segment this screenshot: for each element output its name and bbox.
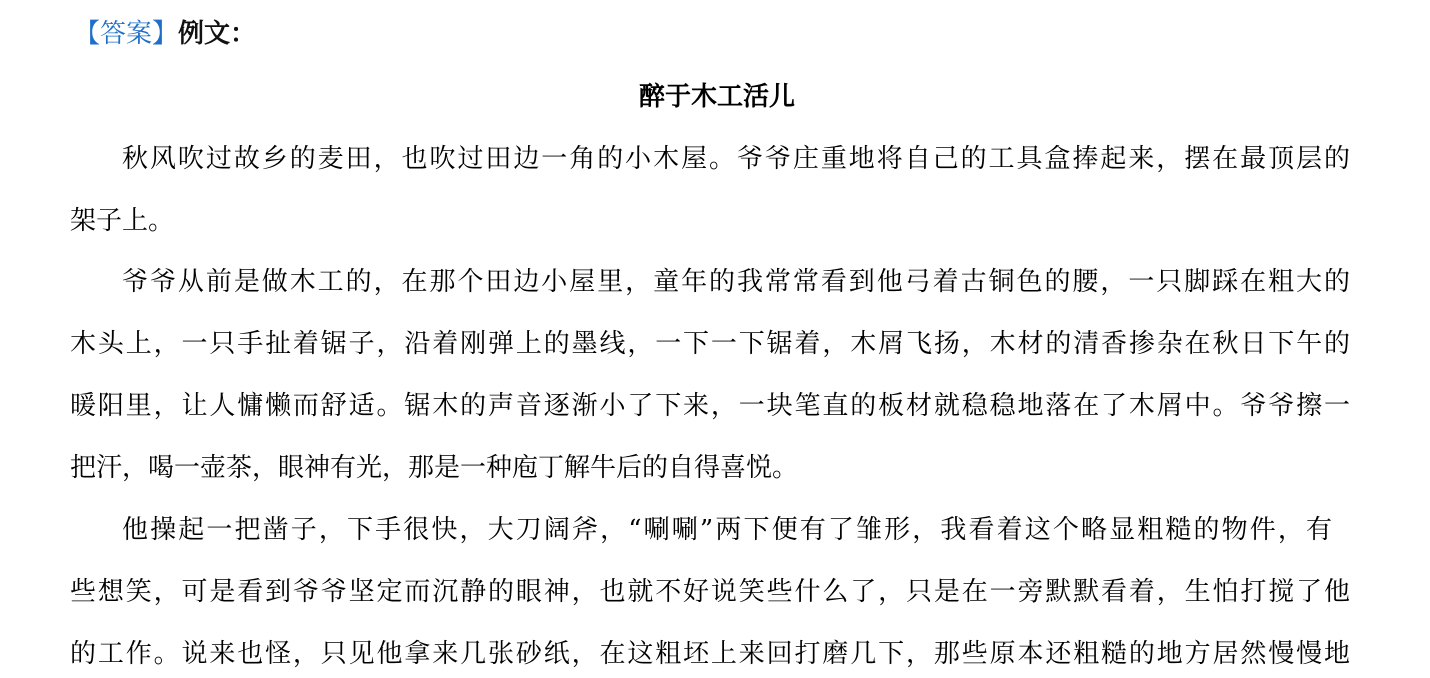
essay-line-3: 爷爷从前是做木工的，在那个田边小屋里，童年的我常常看到他弓着古铜色的腰，一只脚踩在粗大的 <box>122 267 1350 297</box>
example-label: 例文： <box>178 19 257 49</box>
answer-label: 【答案】 <box>74 19 179 49</box>
essay-line-9: 的工作。说来也怪，只见他拿来几张砂纸，在这粗坯上来回打磨几下，那些原本还粗糙的地方居然慢慢地 <box>70 639 1350 669</box>
essay-line-5: 暖阳里，让人慵懒而舒适。锯木的声音逐渐小了下来，一块笔直的板材就稳稳地落在了木屑中。爷爷擦一 <box>70 391 1350 421</box>
essay-line-8: 些想笑，可是看到爷爷坚定而沉静的眼神，也就不好说笑些什么了，只是在一旁默默看着，生怕打搅了他 <box>70 577 1350 607</box>
essay-line-6: 把汗，喝一壶茶，眼神有光，那是一种庖丁解牛后的自得喜悦。 <box>70 453 799 483</box>
answer-heading <box>74 14 256 54</box>
essay-line-1: 秋风吹过故乡的麦田，也吹过田边一角的小木屋。爷爷庄重地将自己的工具盒捧起来，摆在最顶层的 <box>122 144 1350 174</box>
essay-line-4: 木头上，一只手扯着锯子，沿着刚弹上的墨线，一下一下锯着，木屑飞扬，木材的清香掺杂在秋日下午的 <box>70 329 1350 359</box>
essay-title: 醉于木工活儿 <box>638 82 795 112</box>
essay-line-2: 架子上。 <box>70 206 175 236</box>
essay-line-7: 他操起一把凿子，下手很快，大刀阔斧，“唰唰”两下便有了雏形，我看着这个略显粗糙的物件，有 <box>122 515 1332 545</box>
